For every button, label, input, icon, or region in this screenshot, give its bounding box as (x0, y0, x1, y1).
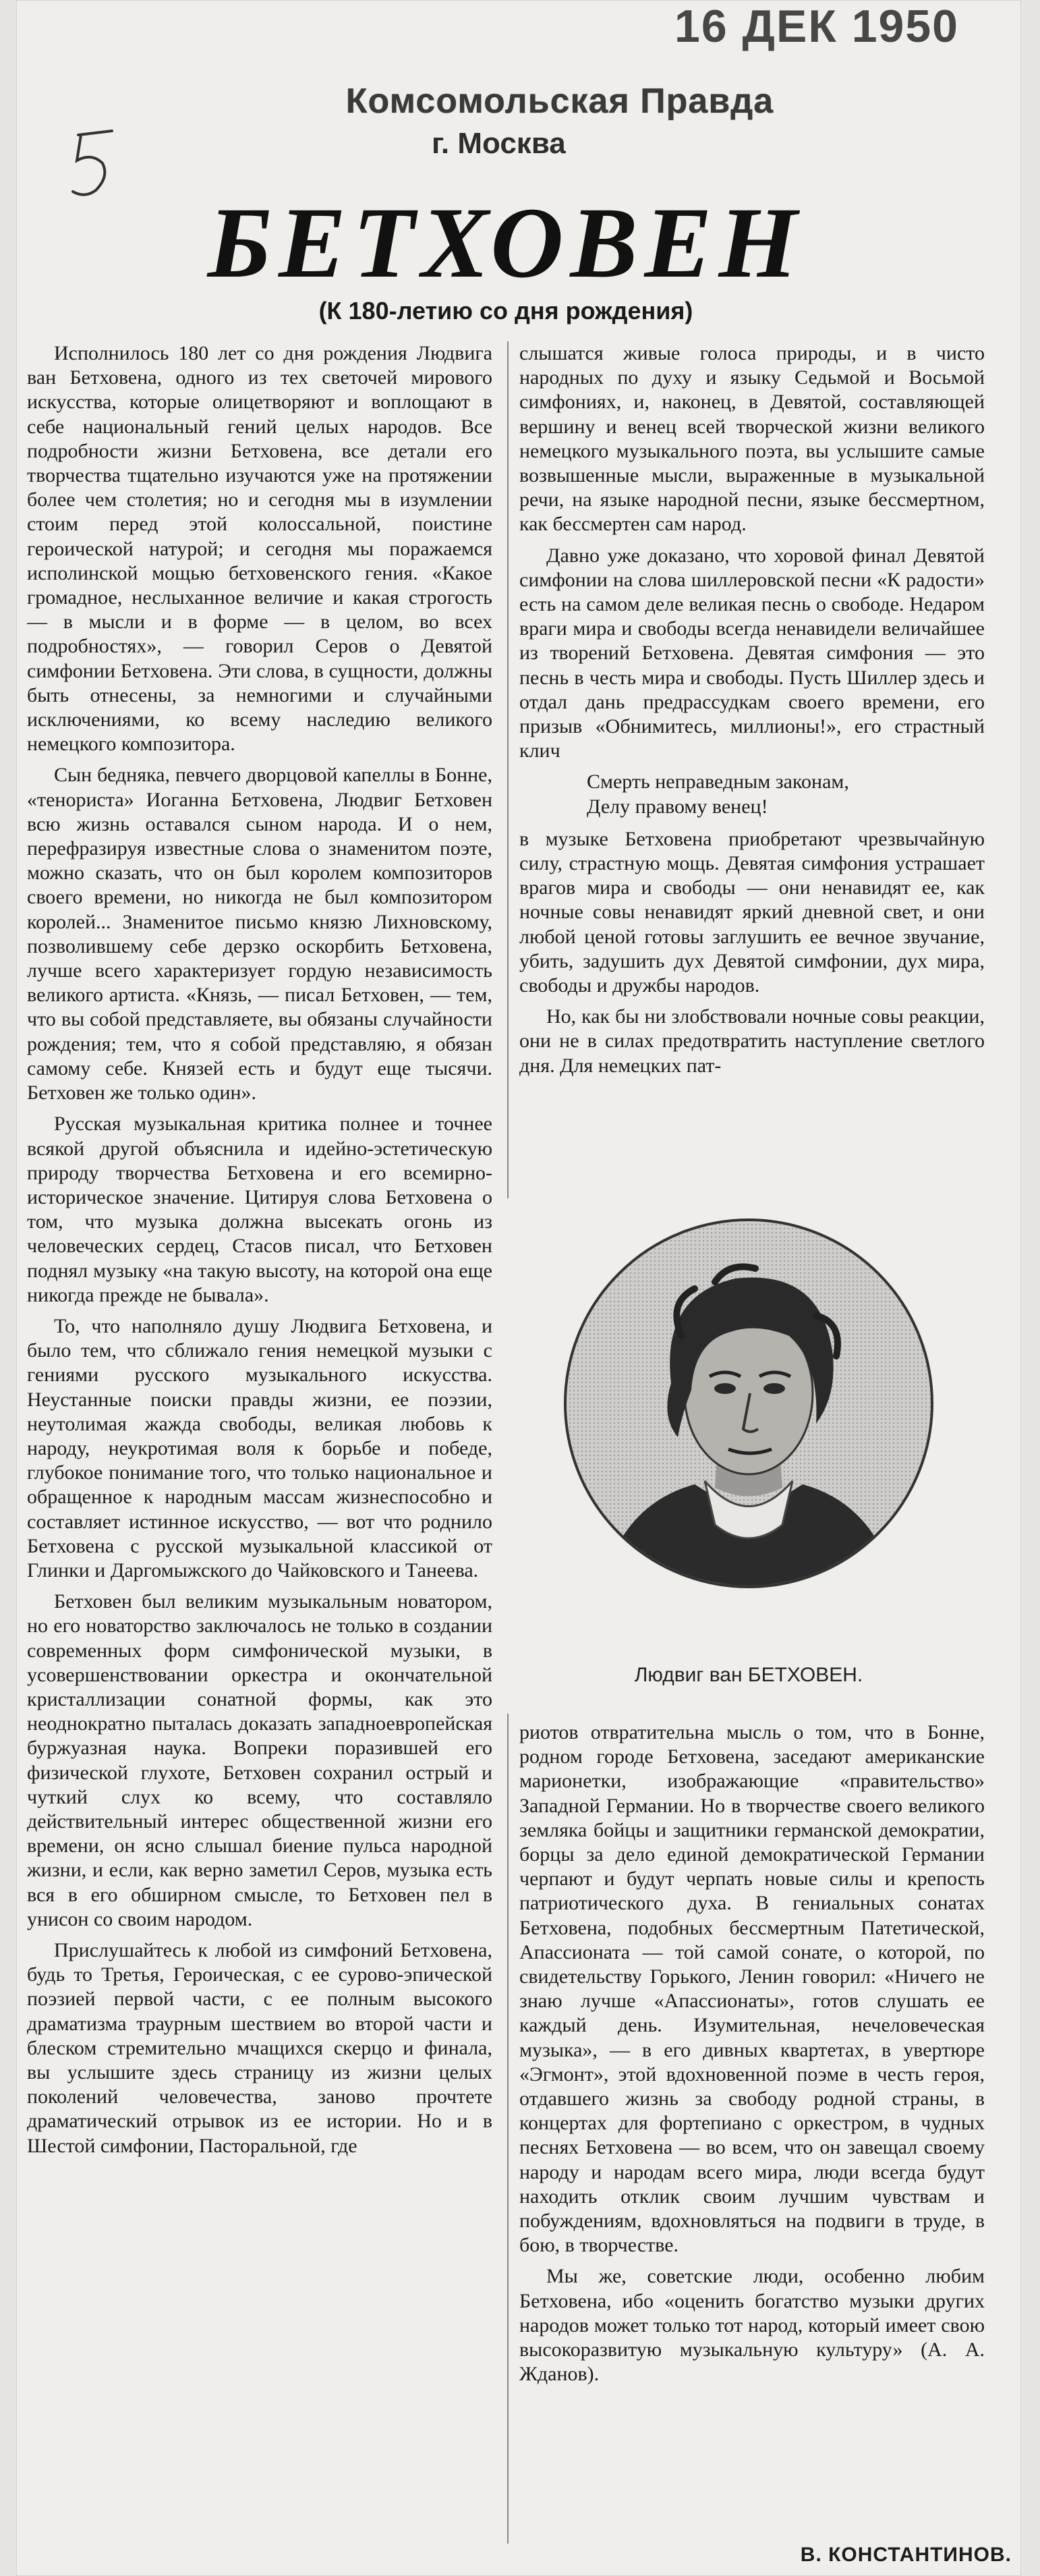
article-title: БЕТХОВЕН (207, 187, 805, 299)
date-stamp: 16 ДЕК 1950 (674, 1, 959, 52)
paragraph: Бетховен был великим музыкальным новатором, но его новаторство заключалось не только в создании современных форм симфонической музыки, в усовершенствовании оркестра и окончательной кристаллизации сонатной формы, как это неоднократно пыталась доказать западноевропейская буржуазная наука. Вопреки поразившей его физической глухоте, Бетховен сохранил острый и чуткий слух ко всему, что составляло действительный интерес общественной жизни его времени, он ясно слышал биение пульса народной жизни, и если, как верно заметил Серов, музыка есть вся в его обширном смысле, то Бетховен пел в унисон со своим народом. (27, 1590, 492, 1930)
beethoven-portrait (560, 1214, 937, 1592)
right-column-top (519, 341, 985, 1205)
portrait-caption: Людвиг ван БЕТХОВЕН. (634, 1664, 863, 1686)
column-divider (507, 1714, 509, 2544)
right-column-bottom (519, 1720, 985, 2537)
paragraph: Исполнилось 180 лет со дня рождения Людвига ван Бетховена, одного из тех светочей мирового искусства, которые олицетворяют и воплощают в себе национальный гений целых народов. Все подробности жизни Бетховена, все детали его творчества тщательно изучаются уже на протяжении более чем столетия; но и сегодня мы в изумлении стоим перед этой колоссальной, поистине героической натурой; и сегодня мы поражаемся исполинской мощью бетховенского гения. «Какое громадное, неслыханное величие и какая строгость — в мысли и в форме — в целом, во всех подробностях», — говорил Серов о Девятой симфонии Бетховена. Эти слова, в сущности, должны быть отнесены, за немногими и случайными исключениями, ко всему наследию великого немецкого композитора. (27, 342, 492, 756)
column-divider (507, 341, 509, 1198)
paragraph: То, что наполняло душу Людвига Бетховена, и было тем, что сближало гения немецкой музыки с гениями русского музыкального искусства. Неустанные поиски правды жизни, ее поэзии, неутолимая жажда свободы, великая любовь к народу, неукротимая воля к борьбе и победе, глубокое понимание того, что только национальное и обращенное к народным массам жизнеспособно и составляет истинное искусство, — вот что роднило Бетховена с русской музыкальной классикой от Глинки и Даргомыжского до Чайковского и Танеева. (27, 1314, 492, 1581)
paragraph: риотов отвратительна мысль о том, что в Бонне, родном городе Бетховена, заседают американские марионетки, изображающие «правительство» Западной Германии. Но в творчестве своего великого земляка бойцы и защитники германской демократии, борцы за дело единой демократической Германии черпают и будут черпать новые силы и крепость патриотического духа. В гениальных сонатах Бетховена, подобных бессмертным Патетической, Апассионата — той самой сонате, о которой, по свидетельству Горького, Ленин говорил: «Ничего не знаю лучше «Апассионаты», готов слушать ее каждый день. Изумительная, нечеловеческая музыка», — в его дивных квартетах, в увертюре «Эгмонт», этой вдохновенной поэме в честь героя, отдавшего жизнь за свободу родной страны, в концертах для фортепиано с оркестром, в чудных песнях Бетховена — во всем, что он завещал своему народу и народам всего мира, люди всегда будут находить отклик своим лучшим чувствам и побуждениям, вдохновляться на подвиги в труде, в бою, в творчестве. (519, 1721, 985, 2257)
paragraph: Сын бедняка, певчего дворцовой капеллы в Бонне, «тенориста» Иоганна Бетховена, Людвиг Бетховен всю жизнь оставался сыном народа. И о нем, перефразируя известные слова о знаменитом поэте, можно сказать, что он был королем композиторов своего времени, но никогда не был композитором королей... Знаменитое письмо князю Лихновскому, позволившему себе дерзко оскорбить Бетховена, лучше всего характеризует гордую независимость великого артиста. «Князь, — писал Бетховен, — тем, что вы собой представляете, вы обязаны случайности рождения; тем, что я собой представляю, я обязан самому себе. Князей есть и будут еще тысячи. Бетховен же только один». (27, 764, 492, 1104)
paragraph: Но, как бы ни злобствовали ночные совы реакции, они не в силах предотвратить наступление светлого дня. Для немецких пат- (519, 1005, 985, 1077)
city-stamp: г. Москва (432, 127, 566, 160)
left-column (27, 341, 492, 2554)
paragraph: Мы же, советские люди, особенно любим Бетховена, ибо «оценить богатство музыки других народов может только тот народ, который имеет свою высокоразвитую музыкальную культуру» (А. А. Жданов). (519, 2265, 985, 2386)
newspaper-name-stamp: Комсомольская Правда (345, 82, 774, 121)
poem-line: Делу правому венец! (587, 795, 768, 818)
author-signature: В. КОНСТАНТИНОВ. (800, 2544, 1012, 2566)
paragraph: слышатся живые голоса природы, и в чисто народных по духу и языку Седьмой и Восьмой симфониях, и, наконец, в Девятой, составляющей вершину и венец всей творческой жизни великого немецкого музыкального поэта, вы услышите самые возвышенные мысли, выраженные в музыкальной речи, на языке народной песни, языке бессмертном, как бессмертен сам народ. (519, 342, 985, 536)
paragraph: Давно уже доказано, что хоровой финал Девятой симфонии на слова шиллеровской песни «К радости» есть на самом деле великая песнь о свободе. Недаром враги мира и свободы всегда ненавидели величайшее из творений Бетховена. Девятая симфония — это песнь в честь мира и свободы. Пусть Шиллер здесь и отдал дань предрассудкам своего времени, его призыв «Обнимитесь, миллионы!», его страстный клич (519, 544, 985, 762)
poem-quote (587, 770, 985, 818)
paragraph: Прислушайтесь к любой из симфоний Бетховена, будь то Третья, Героическая, с ее сурово-эпической поэзией первой части, с ее полным высокого драматизма траурным шествием во второй части и блеском стремительно мчащихся скерцо и финала, вы услышите здесь страницу из жизни целых поколений человечества, заново прочтете драматический отрывок из ее истории. Но и в Шестой симфонии, Пасторальной, где (27, 1939, 492, 2157)
pencil-mark-icon (65, 128, 119, 202)
article-subtitle: (К 180-летию со дня рождения) (318, 297, 693, 325)
paragraph: Русская музыкальная критика полнее и точнее всякой другой объяснила и идейно-эстетическую природу творчества Бетховена и его всемирно-историческое значение. Цитируя слова Бетховена о том, что музыка должна высекать огонь из человеческих сердец, Стасов писал, что Бетховен поднял музыку «на такую высоту, на которой она еще никогда прежде не бывала». (27, 1113, 492, 1306)
poem-line: Смерть неправедным законам, (587, 771, 849, 793)
paragraph: в музыке Бетховена приобретают чрезвычайную силу, страстную мощь. Девятая симфония устрашает врагов мира и свободы — они ненавидят ее, как ночные совы ненавидят яркий дневной свет, и они любой ценой готовы заглушить ее вечное звучание, убить, задушить дух Девятой симфонии, дух мира, свободы и дружбы народов. (519, 827, 985, 997)
